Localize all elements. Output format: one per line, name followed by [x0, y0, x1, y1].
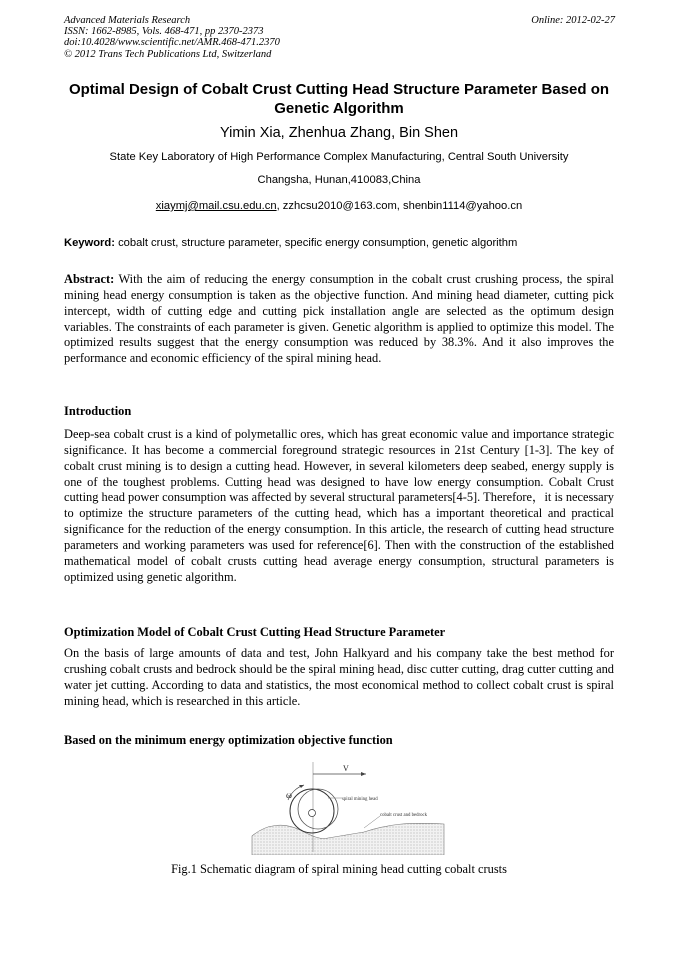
abstract-label: Abstract:	[64, 272, 115, 286]
email-others: , zzhcsu2010@163.com, shenbin1114@yahoo.cn	[276, 200, 523, 212]
abstract-text: With the aim of reducing the energy consumption in the cobalt crust crushing process, the spiral mining head energy consumption is taken as the objective function. And mining head diameter, cutting pick intercept, width of cutting edge and cutting pick installation angle are selected as the optimum design variables. The constraints of each parameter is given. Genetic algorithm is applied to optimize this model. The optimized results suggest that the energy consumption was reduced by 38.3%. And it also improves the performance and economic efficiency of the spiral mining head.	[64, 272, 614, 366]
paper-title: Optimal Design of Cobalt Crust Cutting Head Structure Parameter Based on Genetic Algorithm	[68, 81, 610, 117]
email-link[interactable]: xiaymj@mail.csu.edu.cn	[155, 200, 277, 212]
journal-name: Advanced Materials Research	[64, 15, 191, 26]
affiliation-line-2: Changsha, Hunan,410083,China	[257, 174, 421, 186]
crust-bedrock-area	[252, 823, 444, 855]
abstract	[64, 272, 614, 367]
omega-label: ω	[286, 790, 292, 800]
keywords	[64, 236, 615, 250]
figure-1	[248, 760, 448, 855]
head-label: spiral mining head	[342, 797, 378, 802]
crust-leader-line	[364, 816, 380, 828]
affiliation-line-1: State Key Laboratory of High Performance Complex Manufacturing, Central South University	[109, 151, 569, 163]
section3-heading: Based on the minimum energy optimization objective function	[64, 733, 393, 747]
online-date: Online: 2012-02-27	[531, 15, 615, 26]
intro-paragraph: Deep-sea cobalt crust is a kind of polymetallic ores, which has great economic value and importance strategic significance. It has become a commercial foreground strategic resources in 21st Century [1-3]. The key of cobalt crust mining is to design a cutting head. However, in several kilometers deep seabed, energy supply is one of the toughest problems. Cutting head was designed to have low energy consumption. Cobalt Crust cutting head power consumption was affected by several structural parameters[4-5]. Therefore，it is necessary to optimize the structure parameters of the cutting head, which has a important theoretical and practical significance for the reduction of the energy consumption. In this article, the research of cutting head structure parameters and working parameters was used for reference[6]. Then with the construction of the established mathematical model of cobalt crusts cutting head average energy consumption, structural parameters is optimized using genetic algorithm.	[64, 427, 614, 584]
issn-line: ISSN: 1662-8985, Vols. 468-471, pp 2370-2373	[64, 26, 264, 38]
velocity-arrowhead	[361, 772, 366, 776]
section2-heading: Optimization Model of Cobalt Crust Cutting Head Structure Parameter	[64, 625, 446, 639]
keyword-label: Keyword:	[64, 237, 115, 249]
journal-header	[64, 15, 280, 60]
section2-paragraph: On the basis of large amounts of data and test, John Halkyard and his company take the best method for crushing cobalt crusts and bedrock should be the spiral mining head, disc cutter cutting, drag cutter cutting and water jet cutting. According to data and statistics, the most economical method to collect cobalt crust is spiral mining head, which is researched in this article.	[64, 646, 614, 708]
authors: Yimin Xia, Zhenhua Zhang, Bin Shen	[219, 125, 459, 141]
doi-line: doi:10.4028/www.scientific.net/AMR.468-471.2370	[64, 37, 280, 49]
emails	[0, 199, 678, 213]
spiral-head-hub	[309, 810, 316, 817]
spiral-head-inner	[298, 789, 338, 829]
copyright-line: © 2012 Trans Tech Publications Ltd, Switzerland	[64, 48, 272, 60]
intro-heading: Introduction	[64, 404, 132, 418]
crust-label: cobalt crust and bedrock	[380, 813, 428, 818]
velocity-label: V	[343, 764, 349, 773]
keyword-text: cobalt crust, structure parameter, specific energy consumption, genetic algorithm	[114, 237, 518, 249]
figure-caption: Fig.1 Schematic diagram of spiral mining head cutting cobalt crusts	[171, 862, 507, 876]
